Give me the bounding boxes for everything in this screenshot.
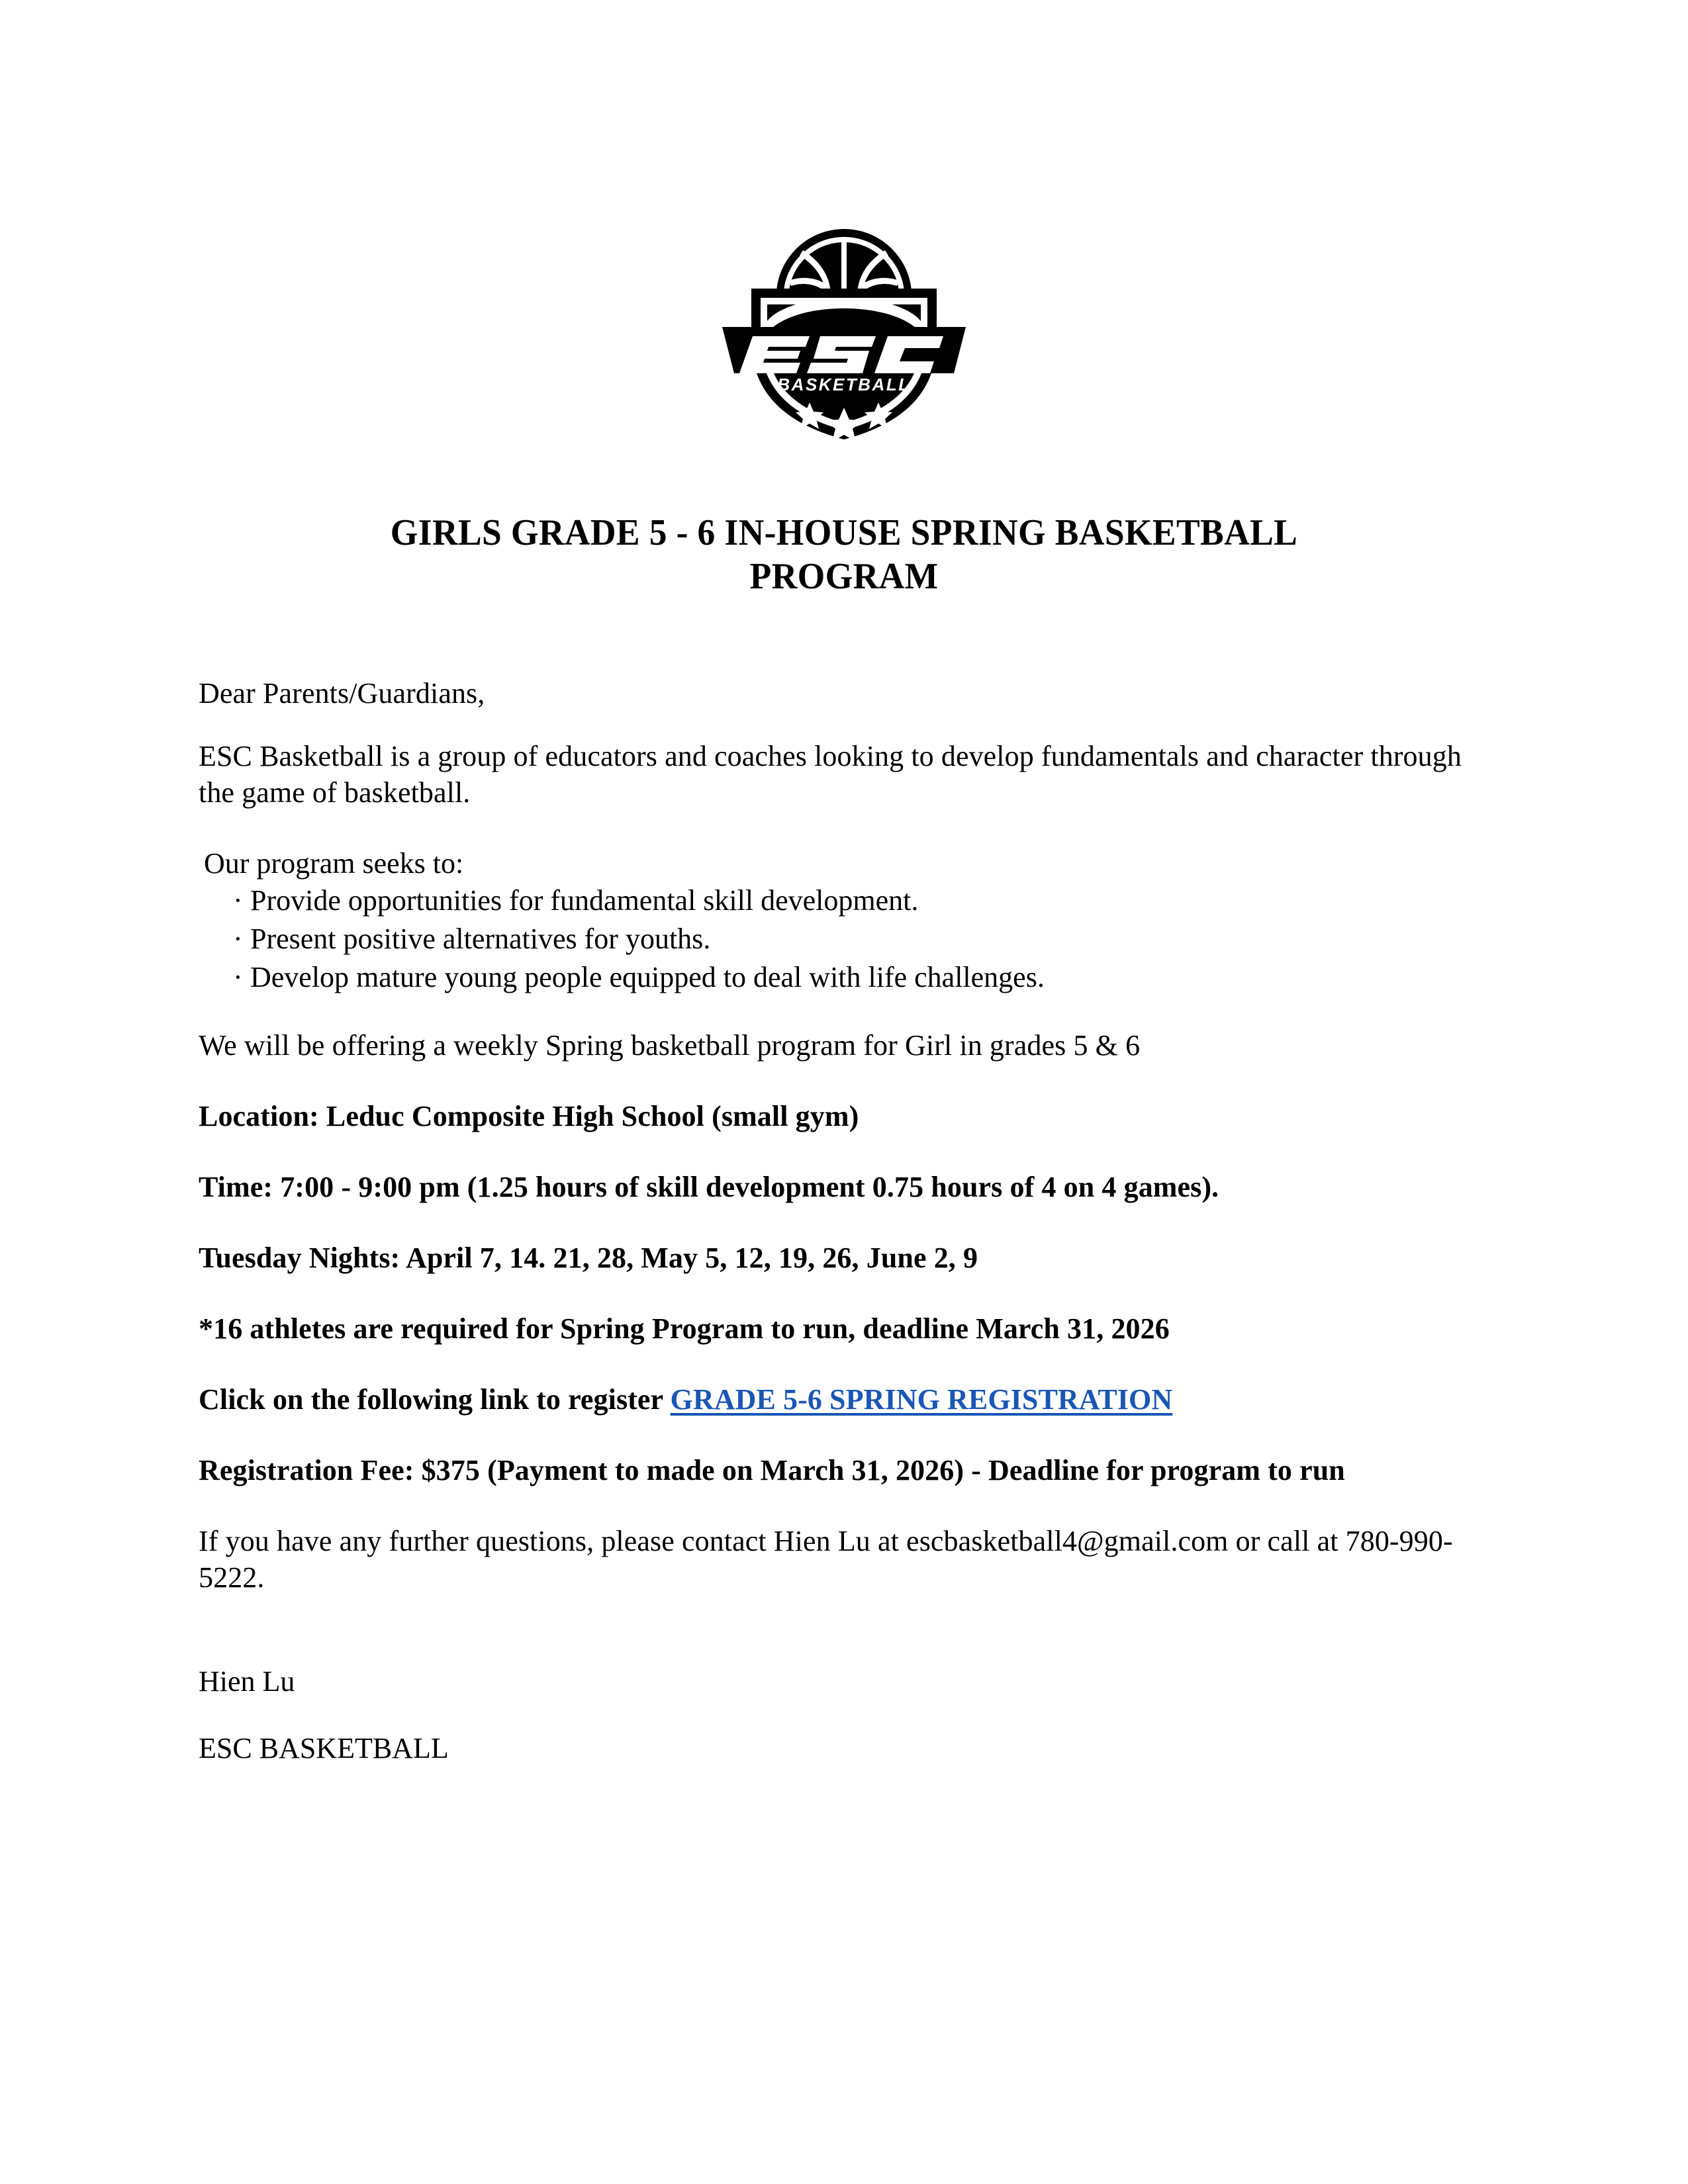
registration-instruction-text: Click on the following link to register (199, 1383, 671, 1416)
schedule-nights-line: Tuesday Nights: April 7, 14. 21, 28, May 5, 12, 19, 26, June 2, 9 (199, 1242, 978, 1275)
title-line-1: GIRLS GRADE 5 - 6 IN-HOUSE SPRING BASKETBALL (390, 512, 1298, 553)
offering-paragraph: We will be offering a weekly Spring basketball program for Girl in grades 5 & 6 (199, 1029, 1141, 1062)
bullet-dot-icon: · (233, 884, 243, 917)
location-line: Location: Leduc Composite High School (small gym) (199, 1100, 859, 1133)
list-item (233, 958, 1493, 997)
esc-basketball-shield-logo (710, 224, 978, 442)
contact-paragraph: If you have any further questions, please contact Hien Lu at escbasketball4@gmail.com or call at 780-990-5222. (199, 1525, 1453, 1594)
list-item-label: Present positive alternatives for youths. (250, 923, 711, 956)
registration-link[interactable]: GRADE 5-6 SPRING REGISTRATION (670, 1383, 1173, 1416)
intro-paragraph: ESC Basketball is a group of educators and coaches looking to develop fundamentals and character through the game of basketball. (199, 740, 1462, 809)
time-line: Time: 7:00 - 9:00 pm (1.25 hours of skill development 0.75 hours of 4 on 4 games). (199, 1171, 1219, 1204)
letter-body (199, 675, 1493, 1797)
svg-text:BASKETBALL: BASKETBALL (777, 375, 911, 394)
list-item (233, 920, 1493, 958)
list-item-label: Provide opportunities for fundamental skill development. (250, 884, 919, 917)
registration-fee-line: Registration Fee: $375 (Payment to made on March 31, 2026) - Deadline for program to run (199, 1454, 1345, 1487)
program-goals-intro: Our program seeks to: (204, 847, 464, 880)
bullet-dot-icon: · (233, 923, 243, 956)
salutation: Dear Parents/Guardians, (199, 677, 485, 709)
signature-name: Hien Lu (199, 1665, 295, 1698)
list-item-label: Develop mature young people equipped to deal with life challenges. (250, 961, 1045, 994)
bullet-dot-icon: · (233, 961, 243, 994)
program-goals-list (199, 882, 1493, 997)
registration-instruction (199, 1381, 1493, 1418)
title-line-2: PROGRAM (749, 556, 939, 598)
esc-basketball-logo (0, 224, 1688, 442)
page-title (199, 511, 1489, 598)
minimum-athletes-note: *16 athletes are required for Spring Program to run, deadline March 31, 2026 (199, 1312, 1170, 1345)
list-item (233, 882, 1493, 920)
signature-org: ESC BASKETBALL (199, 1732, 449, 1765)
signature-spacer (199, 1622, 1493, 1663)
